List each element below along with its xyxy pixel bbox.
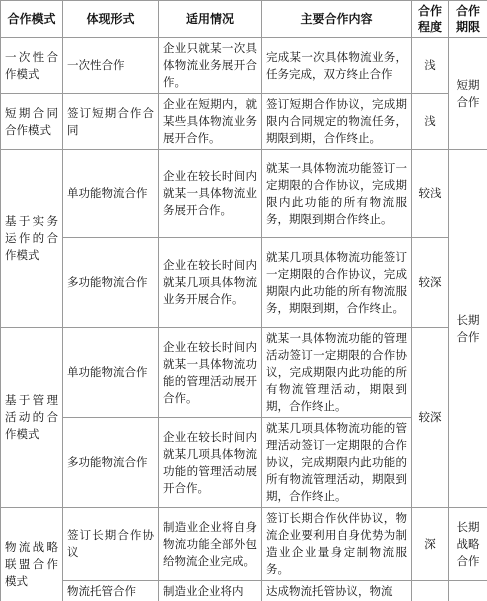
term-cell-strategic: 长期战略合作 bbox=[449, 508, 487, 581]
table-row bbox=[1, 238, 487, 328]
degree-cell: 深 bbox=[412, 508, 449, 581]
situation-cell: 企业在短期内，就某些具体物流业务展开合作。 bbox=[159, 94, 262, 150]
situation-cell: 企业在较长时间内就某几项具体物流功能的管理活动展开合作。 bbox=[159, 418, 262, 508]
situation-cell: 制造业企业将内 bbox=[159, 581, 262, 601]
table-row bbox=[1, 94, 487, 150]
term-cell bbox=[449, 581, 487, 601]
situation-cell: 企业在较长时间内就某一具体物流功能的管理活动展开合作。 bbox=[159, 328, 262, 418]
content-cell: 签订长期合作伙伴协议，物流企业要利用自身优势为制造业企业量身定制物流服务。 bbox=[262, 508, 412, 581]
table-header-row bbox=[1, 1, 487, 38]
mode-cell: 基于管理活动的合作模式 bbox=[1, 328, 63, 508]
header-form: 体现形式 bbox=[63, 1, 159, 38]
mode-cell: 物流战略联盟合作模式 bbox=[1, 508, 63, 601]
table-row bbox=[1, 38, 487, 94]
content-cell: 达成物流托管协议，物流 bbox=[262, 581, 412, 601]
degree-cell: 浅 bbox=[412, 94, 449, 150]
form-cell: 单功能物流合作 bbox=[63, 328, 159, 418]
form-cell: 签订短期合作合同 bbox=[63, 94, 159, 150]
mode-cell: 短期合同合作模式 bbox=[1, 94, 63, 150]
term-cell-short: 短期合作 bbox=[449, 38, 487, 150]
table-row bbox=[1, 508, 487, 581]
degree-cell: 浅 bbox=[412, 38, 449, 94]
situation-cell: 制造业企业将自身物流功能全部外包给物流企业完成。 bbox=[159, 508, 262, 581]
content-cell: 就某一具体物流功能签订一定期限的合作协议，完成期限内此功能的所有物流服务，期限到期合作终止。 bbox=[262, 150, 412, 238]
header-degree: 合作程度 bbox=[412, 1, 449, 38]
situation-cell: 企业在较长时间内就某几项具体物流业务开展合作。 bbox=[159, 238, 262, 328]
situation-cell: 企业只就某一次具体物流业务展开合作。 bbox=[159, 38, 262, 94]
situation-cell: 企业在较长时间内就某一具体物流业务展开合作。 bbox=[159, 150, 262, 238]
header-situation: 适用情况 bbox=[159, 1, 262, 38]
term-cell-long: 长期合作 bbox=[449, 150, 487, 508]
content-cell: 就某几项具体物流功能的管理活动签订一定期限的合作协议，完成期限内此功能的所有物流管理活动，期限到期，合作终止。 bbox=[262, 418, 412, 508]
degree-cell: 较浅 bbox=[412, 150, 449, 238]
content-cell: 就某几项具体物流功能签订一定期限的合作协议，完成期限内此功能的所有物流服务，期限到期，合作终止。 bbox=[262, 238, 412, 328]
table-row bbox=[1, 328, 487, 418]
degree-cell: 较深 bbox=[412, 328, 449, 508]
degree-cell: 较深 bbox=[412, 238, 449, 328]
content-cell: 签订短期合作协议，完成期限内合同规定的物流任务，期限到期，合作终止。 bbox=[262, 94, 412, 150]
content-cell: 完成某一次具体物流业务，任务完成，双方终止合作 bbox=[262, 38, 412, 94]
table-row bbox=[1, 150, 487, 238]
content-cell: 就某一具体物流功能的管理活动签订一定期限的合作协议，完成期限内此功能的所有物流管理活动，期限到期，合作终止。 bbox=[262, 328, 412, 418]
form-cell: 签订长期合作协议 bbox=[63, 508, 159, 581]
form-cell: 多功能物流合作 bbox=[63, 418, 159, 508]
form-cell: 多功能物流合作 bbox=[63, 238, 159, 328]
header-term: 合作期限 bbox=[449, 1, 487, 38]
header-cooperation-mode: 合作模式 bbox=[1, 1, 63, 38]
degree-cell bbox=[412, 581, 449, 601]
form-cell: 物流托管合作 bbox=[63, 581, 159, 601]
form-cell: 单功能物流合作 bbox=[63, 150, 159, 238]
form-cell: 一次性合作 bbox=[63, 38, 159, 94]
mode-cell: 一次性合作模式 bbox=[1, 38, 63, 94]
header-content: 主要合作内容 bbox=[262, 1, 412, 38]
table-row bbox=[1, 581, 487, 601]
mode-cell: 基于实务运作的合作模式 bbox=[1, 150, 63, 328]
